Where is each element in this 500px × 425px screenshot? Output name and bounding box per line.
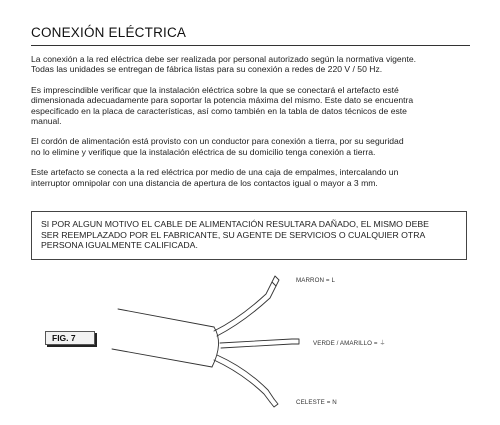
wire-brown-upper <box>214 282 272 331</box>
figure-label: FIG. 7 <box>45 331 95 345</box>
wire-label-brown: MARRON = L <box>296 277 335 284</box>
wire-blue-lower <box>214 360 270 402</box>
wire-blue-upper <box>217 355 274 399</box>
page-title: CONEXIÓN ELÉCTRICA <box>31 25 187 40</box>
paragraph-4: Este artefacto se conecta a la red eléctrica por medio de una caja de empalmes, intercalando un interruptor omnipolar con una distancia de apertura de los contactos igual o mayor a 3 mm. <box>31 167 399 188</box>
wire-brown-tip <box>272 276 279 286</box>
wire-label-neutral: CELESTE = N <box>296 399 337 406</box>
wire-earth-upper <box>220 339 292 343</box>
wire-label-earth: VERDE / AMARILLO = ⏚ <box>313 340 386 347</box>
paragraph-3: El cordón de alimentación está provisto con un conductor para conexión a tierra, por su seguridad no lo elimine y verifique que la instalación eléctrica de su domicilio tenga conexión a tierra. <box>31 136 404 157</box>
warning-box: SI POR ALGUN MOTIVO EL CABLE DE ALIMENTACIÓN RESULTARA DAÑADO, EL MISMO DEBE SER REEMPLAZADO POR EL FABRICANTE, SU AGENTE DE SERVICIOS O CUALQUIER OTRA PERSONA IGUALMENTE CALIFICADA. <box>31 211 467 260</box>
paragraph-1: La conexión a la red eléctrica debe ser realizada por personal autorizado según la normativa vigente. Todas las unidades se entregan de fábrica listas para su conexión a redes de 220 V / 50 Hz. <box>31 54 417 75</box>
paragraph-2: Es imprescindible verificar que la instalación eléctrica sobre la que se conectará el artefacto esté dimensionada adecuadamente para soportar la potencia máxima del mismo. Este dato se encuentra especificado en la placa de características, así como también en la tabla de datos técnicos de este manual. <box>31 84 414 127</box>
wire-earth-tip <box>292 339 299 344</box>
cable-sheath <box>112 309 214 367</box>
wire-blue-tip <box>270 399 278 407</box>
wire-earth-lower <box>221 344 292 348</box>
